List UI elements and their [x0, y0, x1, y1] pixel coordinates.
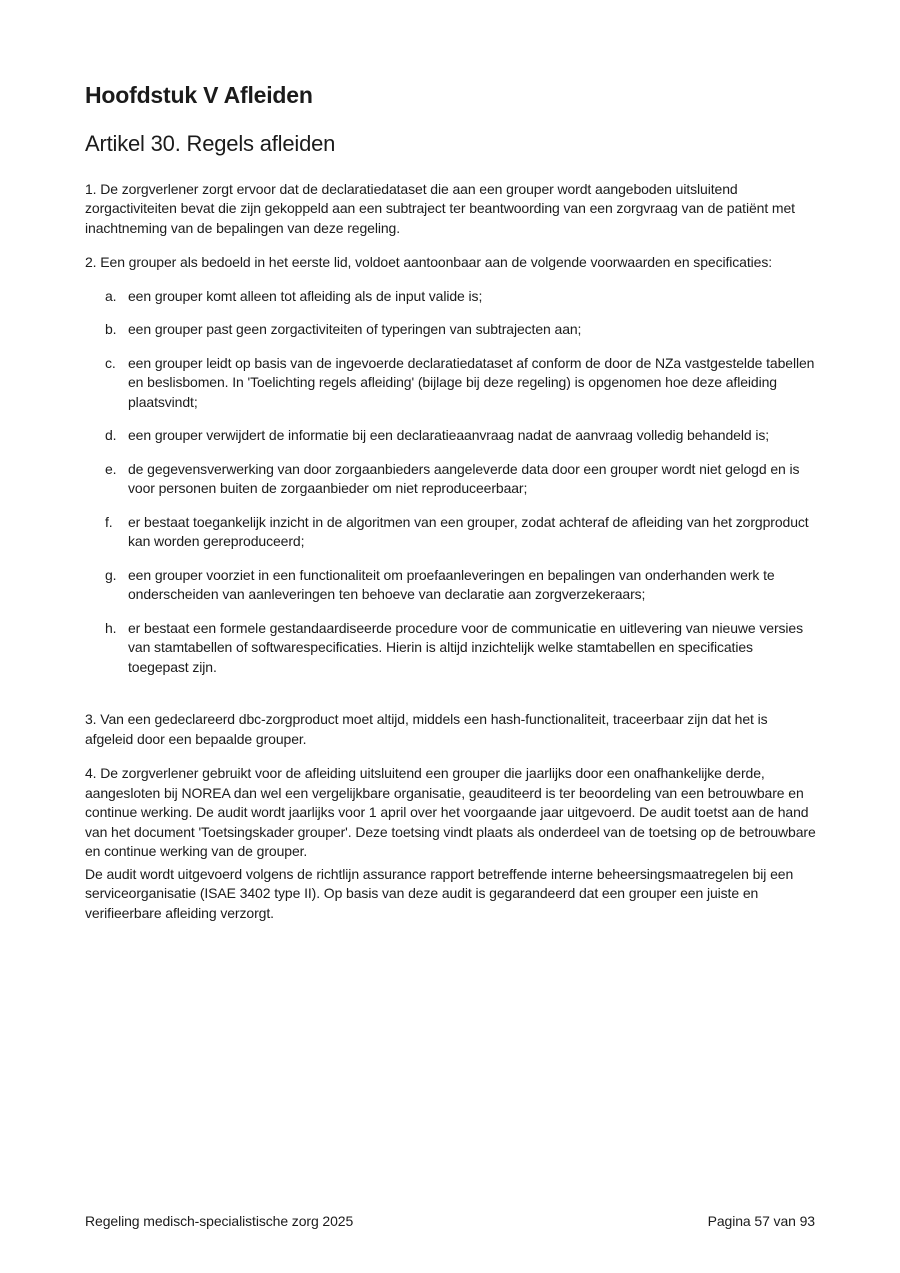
list-item-e	[105, 460, 817, 499]
list-marker: d.	[105, 427, 117, 444]
list-item-text: een grouper verwijdert de informatie bij een declaratieaanvraag nadat de aanvraag volledig behandeld is;	[128, 427, 770, 444]
list-item-g	[105, 566, 817, 605]
article-title: Artikel 30. Regels afleiden	[85, 130, 336, 156]
list-marker: f.	[105, 513, 113, 530]
paragraph-4: 4. De zorgverlener gebruikt voor de afleiding uitsluitend een grouper die jaarlijks door een onafhankelijke derde, aangesloten bij NOREA dan wel een vergelijkbare organisatie, geauditeerd is ter beoordeling van een betrouwbare en continue werking. De audit wordt jaarlijks voor 1 april over het voorgaande jaar uitgevoerd. De audit toetst aan de hand van het document 'Toetsingskader grouper'. Deze toetsing vindt plaats als onderdeel van de toetsing op de betrouwbare en continue werking van de grouper.	[85, 765, 816, 860]
paragraph-1: 1. De zorgverlener zorgt ervoor dat de declaratiedataset die aan een grouper wordt aangeboden uitsluitend zorgactiviteiten bevat die zijn gekoppeld aan een subtraject ter beantwoording van een zorgvraag van de patiënt met inachtneming van de bepalingen van deze regeling.	[85, 180, 795, 236]
list-marker: e.	[105, 460, 117, 477]
list-item-d	[105, 426, 817, 446]
list-item-text: een grouper past geen zorgactiviteiten of typeringen van subtrajecten aan;	[128, 321, 582, 338]
list-item-b	[105, 320, 817, 340]
footer-page-indicator: Pagina 57 van 93	[707, 1213, 815, 1229]
list-item-text: de gegevensverwerking van door zorgaanbieders aangeleverde data door een grouper wordt niet gelogd en is voor personen buiten de zorgaanbieder om niet reproduceerbaar;	[128, 460, 800, 497]
list-marker: g.	[105, 566, 117, 583]
conditions-list	[85, 287, 817, 678]
list-item-c	[105, 354, 817, 413]
page-content	[85, 82, 817, 923]
list-marker: a.	[105, 287, 117, 304]
paragraph-4-continued: De audit wordt uitgevoerd volgens de richtlijn assurance rapport betreffende interne beheersingsmaatregelen bij een serviceorganisatie (ISAE 3402 type II). Op basis van deze audit is gegarandeerd dat een grouper een juiste en verifieerbare afleiding verzorgt.	[85, 865, 794, 921]
footer-document-title: Regeling medisch-specialistische zorg 2025	[85, 1213, 354, 1229]
list-item-text: er bestaat een formele gestandaardiseerde procedure voor de communicatie en uitlevering van nieuwe versies van stamtabellen of softwarespecificaties. Hierin is altijd inzichtelijk welke stamtabellen en specificaties toegepast zijn.	[128, 619, 804, 675]
list-item-h	[105, 619, 817, 678]
list-item-text: er bestaat toegankelijk inzicht in de algoritmen van een grouper, zodat achteraf de afleiding van het zorgproduct kan worden gereproduceerd;	[128, 513, 809, 550]
list-item-text: een grouper komt alleen tot afleiding als de input valide is;	[128, 287, 483, 304]
page-footer	[85, 1213, 815, 1230]
chapter-title: Hoofdstuk V Afleiden	[85, 82, 313, 108]
paragraph-3: 3. Van een gedeclareerd dbc-zorgproduct moet altijd, middels een hash-functionaliteit, traceerbaar zijn dat het is afgeleid door een bepaalde grouper.	[85, 711, 768, 747]
list-item-f	[105, 513, 817, 552]
list-item-text: een grouper leidt op basis van de ingevoerde declaratiedataset af conform de door de NZa vastgestelde tabellen en beslisbomen. In 'Toelichting regels afleiding' (bijlage bij deze regeling) is opgenomen hoe deze afleiding plaatsvindt;	[128, 354, 815, 410]
list-marker: c.	[105, 354, 116, 371]
list-marker: h.	[105, 619, 117, 636]
list-item-a	[105, 287, 817, 307]
list-item-text: een grouper voorziet in een functionaliteit om proefaanleveringen en bepalingen van onderhanden werk te onderscheiden van aanleveringen ten behoeve van declaratie aan zorgverzekeraars;	[128, 566, 775, 603]
list-marker: b.	[105, 321, 117, 338]
paragraph-2: 2. Een grouper als bedoeld in het eerste lid, voldoet aantoonbaar aan de volgende voorwaarden en specificaties:	[85, 254, 773, 271]
